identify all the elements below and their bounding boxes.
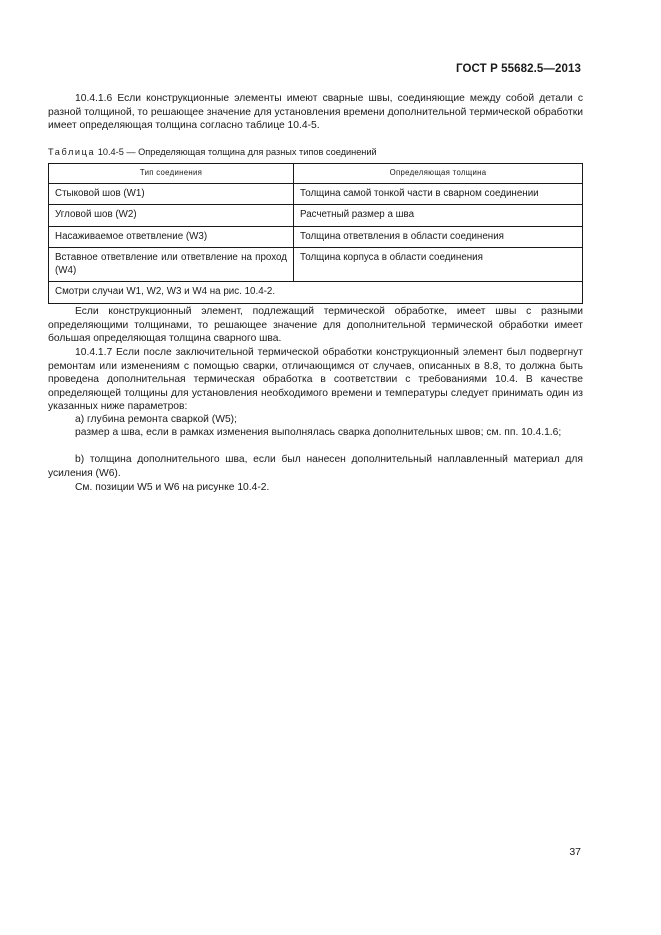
table-caption-text: 10.4-5 — Определяющая толщина для разных типов соединений — [95, 147, 377, 157]
table-cell: Угловой шов (W2) — [49, 205, 294, 227]
table-cell: Расчетный размер a шва — [294, 205, 583, 227]
table-caption — [48, 146, 377, 158]
table-header-joint-type: Тип соединения — [49, 164, 294, 184]
table-cell: Вставное ответвление или ответвление на проход (W4) — [49, 248, 294, 282]
document-header: ГОСТ Р 55682.5—2013 — [456, 63, 581, 75]
table-footnote: Смотри случаи W1, W2, W3 и W4 на рис. 10.4-2. — [49, 282, 583, 304]
table-cell: Насаживаемое ответвление (W3) — [49, 226, 294, 248]
list-item-a: а) глубина ремонта сваркой (W5); — [75, 414, 237, 425]
table-footnote-row — [49, 282, 583, 304]
see-reference: См. позиции W5 и W6 на рисунке 10.4-2. — [75, 482, 270, 493]
table-row — [49, 205, 583, 227]
paragraph-10-4-1-7: 10.4.1.7 Если после заключительной термической обработки конструкционный элемент был подвергнут ремонтам или изменениям с помощью сварки, отличающимся от случаев, описанных в 8.8, то должна быть проведена дополнительная термическая обработка в соответствии с требованиями 10.4. В качестве определяющей толщины для установления необходимого времени и температуры следует принимать один из указанных ниже параметров: — [48, 347, 583, 413]
table-row — [49, 226, 583, 248]
table-cell: Толщина ответвления в области соединения — [294, 226, 583, 248]
table-cell: Толщина корпуса в области соединения — [294, 248, 583, 282]
list-item-size: размер а шва, если в рамках изменения выполнялась сварка дополнительных швов; см. пп. 10.4.1.6; — [75, 427, 562, 438]
paragraph-larger-thickness: Если конструкционный элемент, подлежащий термической обработке, имеет швы с разными определяющими толщинами, то решающее значение для дополнительной термической обработки имеет большая определяющая толщина сварного шва. — [48, 306, 583, 345]
list-item-b: b) толщина дополнительного шва, если был нанесен дополнительный наплавленный материал для усиления (W6). — [48, 454, 583, 479]
page-number: 37 — [569, 846, 581, 858]
table-cell: Толщина самой тонкой части в сварном соединении — [294, 183, 583, 205]
table-row — [49, 248, 583, 282]
table-caption-prefix: Таблица — [48, 147, 96, 157]
thickness-table — [48, 163, 583, 304]
intro-paragraph: 10.4.1.6 Если конструкционные элементы имеют сварные швы, соединяющие между собой детали с разной толщиной, то решающее значение для установления времени дополнительной термической обработки имеет определяющая толщина согласно таблице 10.4-5. — [48, 93, 583, 132]
table-header-thickness: Определяющая толщина — [294, 164, 583, 184]
table-header-row — [49, 164, 583, 184]
table-cell: Стыковой шов (W1) — [49, 183, 294, 205]
table-row — [49, 183, 583, 205]
